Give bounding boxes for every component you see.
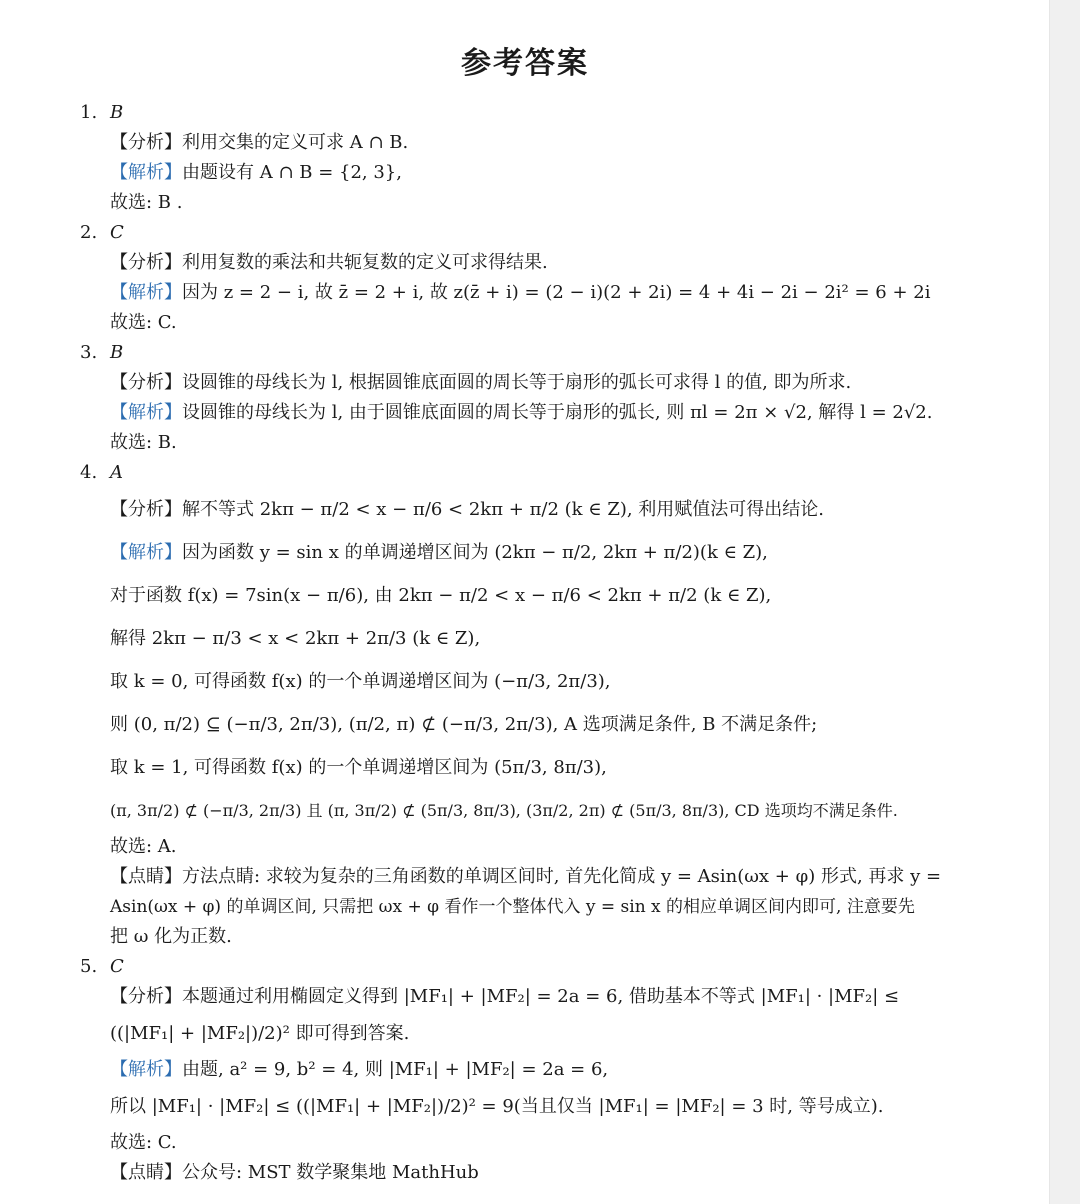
question-5-analysis-line: 【分析】本题通过利用椭圆定义得到 |MF₁| + |MF₂| = 2a = 6, 借助基本不等式 |MF₁| · |MF₂| ≤ [110, 986, 900, 1007]
question-3-solution: 【解析】设圆锥的母线长为 l, 由于圆锥底面圆的周长等于扇形的弧长, 则 πl = 2π × √2, 解得 l = 2√2. [110, 402, 933, 423]
question-4-solution-line: 解得 2kπ − π/3 < x < 2kπ + 2π/3 (k ∈ Z), [110, 628, 481, 649]
question-3-conclusion: 故选: B. [110, 432, 177, 453]
question-number: 2. [80, 222, 98, 243]
solution-tag: 【解析】 [110, 542, 182, 563]
analysis-tag: 【分析】 [110, 252, 182, 273]
question-5-comment: 【点睛】公众号: MST 数学聚集地 MathHub [110, 1162, 479, 1183]
vertical-scrollbar[interactable] [1049, 0, 1080, 1204]
question-2-solution: 【解析】因为 z = 2 − i, 故 z̄ = 2 + i, 故 z(z̄ + i) = (2 − i)(2 + 2i) = 4 + 4i − 2i − 2i² = 6 + 2i [110, 282, 931, 303]
question-3-analysis: 【分析】设圆锥的母线长为 l, 根据圆锥底面圆的周长等于扇形的弧长可求得 l 的值, 即为所求. [110, 372, 852, 393]
question-answer: A [110, 462, 123, 483]
question-4-conclusion: 故选: A. [110, 836, 177, 857]
question-number: 3. [80, 342, 98, 363]
solution-tag: 【解析】 [110, 402, 182, 423]
question-3-header [80, 338, 960, 368]
question-4-comment-line: 【点睛】方法点睛: 求较为复杂的三角函数的单调区间时, 首先化简成 y = Asin(ωx + φ) 形式, 再求 y = [110, 866, 942, 887]
question-1-solution: 【解析】由题设有 A ∩ B = {2, 3}, [110, 162, 402, 183]
question-5-conclusion: 故选: C. [110, 1132, 177, 1153]
question-answer: C [110, 222, 124, 243]
question-5-solution-line: 所以 |MF₁| · |MF₂| ≤ ((|MF₁| + |MF₂|)/2)² = 9(当且仅当 |MF₁| = |MF₂| = 3 时, 等号成立). [110, 1096, 884, 1117]
question-4-analysis: 【分析】解不等式 2kπ − π/2 < x − π/6 < 2kπ + π/2 (k ∈ Z), 利用赋值法可得出结论. [110, 499, 825, 520]
question-answer: B [110, 102, 124, 123]
question-number: 4. [80, 462, 98, 483]
solution-tag: 【解析】 [110, 1059, 182, 1080]
analysis-tag: 【分析】 [110, 986, 182, 1007]
comment-tag: 【点睛】 [110, 866, 182, 887]
question-4-solution-line: (π, 3π/2) ⊄ (−π/3, 2π/3) 且 (π, 3π/2) ⊄ (5π/3, 8π/3), (3π/2, 2π) ⊄ (5π/3, 8π/3), CD 选项均不满足条件. [110, 801, 898, 820]
question-4-solution-line: 则 (0, π/2) ⊆ (−π/3, 2π/3), (π/2, π) ⊄ (−π/3, 2π/3), A 选项满足条件, B 不满足条件; [110, 714, 818, 735]
question-4-solution-line: 取 k = 0, 可得函数 f(x) 的一个单调递增区间为 (−π/3, 2π/3), [110, 671, 611, 692]
question-4-solution-line: 取 k = 1, 可得函数 f(x) 的一个单调递增区间为 (5π/3, 8π/3), [110, 757, 607, 778]
analysis-tag: 【分析】 [110, 499, 182, 520]
analysis-tag: 【分析】 [110, 132, 182, 153]
question-1-analysis: 【分析】利用交集的定义可求 A ∩ B. [110, 132, 409, 153]
solution-tag: 【解析】 [110, 282, 182, 303]
question-answer: C [110, 956, 124, 977]
question-2-conclusion: 故选: C. [110, 312, 177, 333]
solution-tag: 【解析】 [110, 162, 182, 183]
question-4-solution-line: 对于函数 f(x) = 7sin(x − π/6), 由 2kπ − π/2 < x − π/6 < 2kπ + π/2 (k ∈ Z), [110, 585, 772, 606]
question-5-analysis-line: ((|MF₁| + |MF₂|)/2)² 即可得到答案. [110, 1023, 410, 1044]
comment-tag: 【点睛】 [110, 1162, 182, 1183]
question-4-header [80, 458, 960, 488]
question-4-comment-line: Asin(ωx + φ) 的单调区间, 只需把 ωx + φ 看作一个整体代入 y = sin x 的相应单调区间内即可, 注意要先 [110, 897, 915, 917]
question-4-comment-line: 把 ω 化为正数. [110, 926, 232, 947]
question-2-analysis: 【分析】利用复数的乘法和共轭复数的定义可求得结果. [110, 252, 548, 273]
question-2-header [80, 218, 960, 248]
page-title: 参考答案 [461, 46, 589, 81]
question-1-conclusion: 故选: B . [110, 192, 183, 213]
question-4-solution-line: 【解析】因为函数 y = sin x 的单调递增区间为 (2kπ − π/2, 2kπ + π/2)(k ∈ Z), [110, 542, 768, 563]
question-number: 1. [80, 102, 98, 123]
question-number: 5. [80, 956, 98, 977]
question-answer: B [110, 342, 124, 363]
analysis-tag: 【分析】 [110, 372, 182, 393]
question-5-header [80, 952, 960, 982]
question-5-solution-line: 【解析】由题, a² = 9, b² = 4, 则 |MF₁| + |MF₂| = 2a = 6, [110, 1059, 609, 1080]
question-1-header [80, 98, 960, 128]
answer-content [80, 98, 960, 1188]
